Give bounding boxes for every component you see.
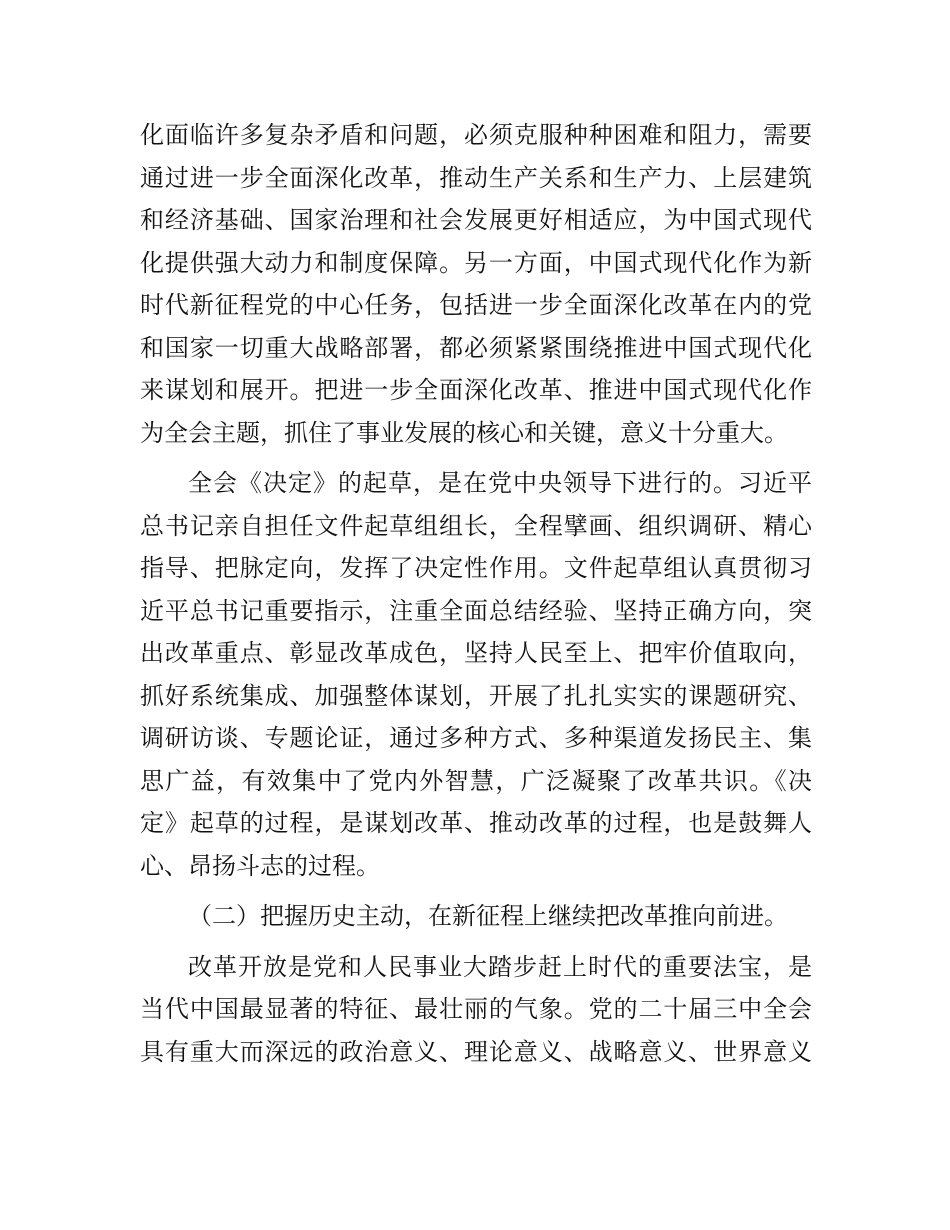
text-line: 和国家一切重大战略部署，都必须紧紧围绕推进中国式现代化 <box>140 333 812 362</box>
paragraph-3 <box>140 946 812 1074</box>
text-line: 通过进一步全面深化改革，推动生产关系和生产力、上层建筑 <box>140 163 812 192</box>
text-line: 时代新征程党的中心任务，包括进一步全面深化改革在内的党 <box>140 291 812 319</box>
paragraph-2 <box>140 462 812 887</box>
text-line: 化提供强大动力和制度保障。另一方面，中国式现代化作为新 <box>140 248 812 277</box>
text-line: 近平总书记重要指示，注重全面总结经验、坚持正确方向，突 <box>140 596 812 625</box>
document-page <box>140 114 812 1073</box>
text-line: 调研访谈、专题论证，通过多种方式、多种渠道发扬民主、集 <box>140 724 812 752</box>
text-line: 当代中国最显著的特征、最壮丽的气象。党的二十届三中全会 <box>140 995 812 1023</box>
text-line: 指导、把脉定向，发挥了决定性作用。文件起草组认真贯彻习 <box>140 554 812 582</box>
text-line: 总书记亲自担任文件起草组组长，全程擘画、组织调研、精心 <box>140 511 812 540</box>
text-line: 思广益，有效集中了党内外智慧，广泛凝聚了改革共识。《决 <box>140 766 812 795</box>
section-heading <box>140 895 812 938</box>
text-line: 心、昂扬斗志的过程。 <box>140 851 380 880</box>
section-heading-text: （二）把握历史主动，在新征程上继续把改革推向前进。 <box>188 902 788 930</box>
paragraph-gap <box>140 454 812 462</box>
paragraph-gap <box>140 887 812 895</box>
text-line: 定》起草的过程，是谋划改革、推动改革的过程，也是鼓舞人 <box>140 809 812 837</box>
text-line: 和经济基础、国家治理和社会发展更好相适应，为中国式现代 <box>140 206 812 234</box>
text-line: 来谋划和展开。把进一步全面深化改革、推进中国式现代化作 <box>140 376 812 404</box>
text-line: 具有重大而深远的政治意义、理论意义、战略意义、世界意义 <box>140 1037 812 1066</box>
text-line: 化面临许多复杂矛盾和问题，必须克服种种困难和阻力，需要 <box>140 121 812 149</box>
text-line: 出改革重点、彰显改革成色，坚持人民至上、把牢价值取向， <box>140 639 812 667</box>
text-line: 抓好系统集成、加强整体谋划，开展了扎扎实实的课题研究、 <box>140 681 812 710</box>
text-line: 为全会主题，抓住了事业发展的核心和关键，意义十分重大。 <box>140 418 788 447</box>
text-line: 全会《决定》的起草，是在党中央领导下进行的。习近平 <box>188 469 812 497</box>
paragraph-1 <box>140 114 812 454</box>
text-line: 改革开放是党和人民事业大踏步赶上时代的重要法宝，是 <box>188 952 812 981</box>
paragraph-gap <box>140 938 812 946</box>
